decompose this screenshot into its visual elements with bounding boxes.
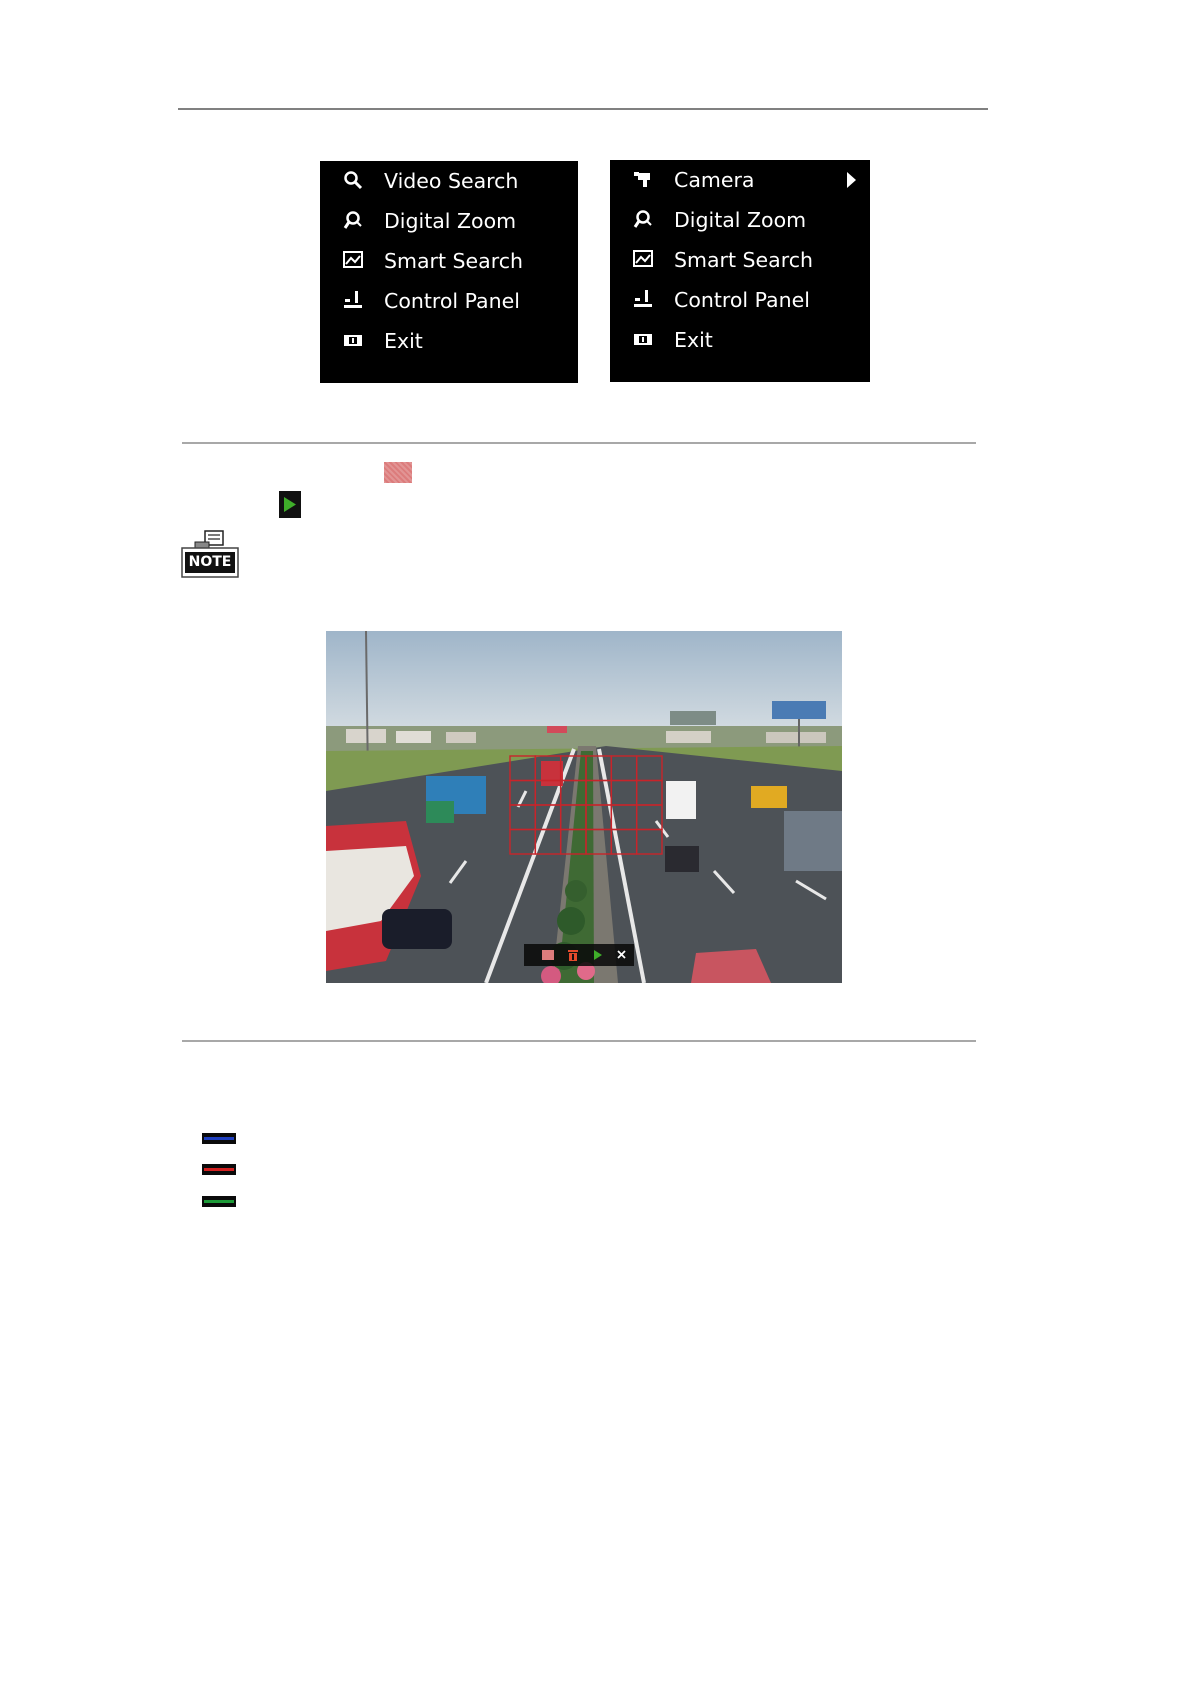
smart-search-toolbar: [524, 944, 634, 966]
exit-icon: [342, 329, 364, 351]
grid-cell[interactable]: [561, 756, 586, 781]
note-label: NOTE: [185, 552, 235, 573]
header-rule: [178, 108, 988, 110]
draw-area-icon: [384, 462, 412, 483]
grid-cell[interactable]: [586, 830, 611, 855]
green-line: [204, 1200, 234, 1203]
menu-item-label: Video Search: [384, 169, 519, 193]
menu-item-label: Smart Search: [674, 248, 813, 272]
menu-item-control-panel[interactable]: [610, 280, 870, 320]
exit-icon: [632, 328, 654, 350]
menu-item-label: Smart Search: [384, 249, 523, 273]
menu-item-label: Digital Zoom: [384, 209, 517, 233]
zoom-icon: [342, 209, 364, 231]
menu-item-video-search[interactable]: [320, 161, 578, 201]
play-icon[interactable]: [593, 949, 603, 961]
search-icon: [342, 169, 364, 191]
submenu-arrow-icon: [847, 172, 856, 188]
camera-icon: [632, 168, 654, 190]
menu-item-label: Control Panel: [384, 289, 520, 313]
menu-item-digital-zoom[interactable]: [320, 201, 578, 241]
menu-item-digital-zoom[interactable]: [610, 200, 870, 240]
control-panel-icon: [632, 288, 654, 310]
grid-cell[interactable]: [561, 781, 586, 806]
grid-cell[interactable]: [637, 781, 662, 806]
menu-item-smart-search[interactable]: [610, 240, 870, 280]
menu-item-label: Camera: [674, 168, 755, 192]
grid-cell[interactable]: [586, 805, 611, 830]
grid-cell[interactable]: [561, 805, 586, 830]
live-view-context-menu: [610, 160, 870, 382]
grid-cell[interactable]: [611, 781, 636, 806]
grid-cell[interactable]: [535, 756, 560, 781]
camera-live-view[interactable]: [326, 631, 842, 983]
grid-cell[interactable]: [535, 781, 560, 806]
grid-cell[interactable]: [637, 805, 662, 830]
close-icon[interactable]: [617, 950, 626, 959]
menu-item-label: Exit: [674, 328, 713, 352]
section-rule: [182, 1040, 976, 1042]
blue-line-legend-icon: [202, 1133, 236, 1144]
picture-icon: [632, 248, 654, 270]
menu-item-exit[interactable]: [320, 321, 578, 361]
picture-icon: [342, 249, 364, 271]
grid-cell[interactable]: [611, 830, 636, 855]
green-line-legend-icon: [202, 1196, 236, 1207]
grid-cell[interactable]: [510, 830, 535, 855]
draw-area-icon[interactable]: [542, 950, 554, 960]
zoom-icon: [632, 208, 654, 230]
grid-cell[interactable]: [586, 756, 611, 781]
grid-cell[interactable]: [611, 805, 636, 830]
menu-item-control-panel[interactable]: [320, 281, 578, 321]
grid-cell[interactable]: [586, 781, 611, 806]
grid-cell[interactable]: [561, 830, 586, 855]
red-line: [204, 1168, 234, 1171]
grid-cell[interactable]: [510, 756, 535, 781]
menu-item-label: Control Panel: [674, 288, 810, 312]
menu-item-smart-search[interactable]: [320, 241, 578, 281]
play-icon: [279, 491, 301, 518]
delete-icon[interactable]: [567, 948, 579, 962]
detection-grid[interactable]: [326, 631, 842, 983]
red-line-legend-icon: [202, 1164, 236, 1175]
section-rule: [182, 442, 976, 444]
grid-cell[interactable]: [535, 830, 560, 855]
grid-cell[interactable]: [637, 830, 662, 855]
blue-line: [204, 1137, 234, 1140]
menu-item-label: Exit: [384, 329, 423, 353]
playback-context-menu: [320, 161, 578, 383]
grid-cell[interactable]: [535, 805, 560, 830]
grid-cell[interactable]: [611, 756, 636, 781]
control-panel-icon: [342, 289, 364, 311]
grid-cell[interactable]: [510, 781, 535, 806]
grid-cell[interactable]: [510, 805, 535, 830]
grid-cell[interactable]: [637, 756, 662, 781]
menu-item-label: Digital Zoom: [674, 208, 807, 232]
note-icon: [181, 530, 239, 578]
menu-item-exit[interactable]: [610, 320, 870, 360]
menu-item-camera[interactable]: [610, 160, 870, 200]
